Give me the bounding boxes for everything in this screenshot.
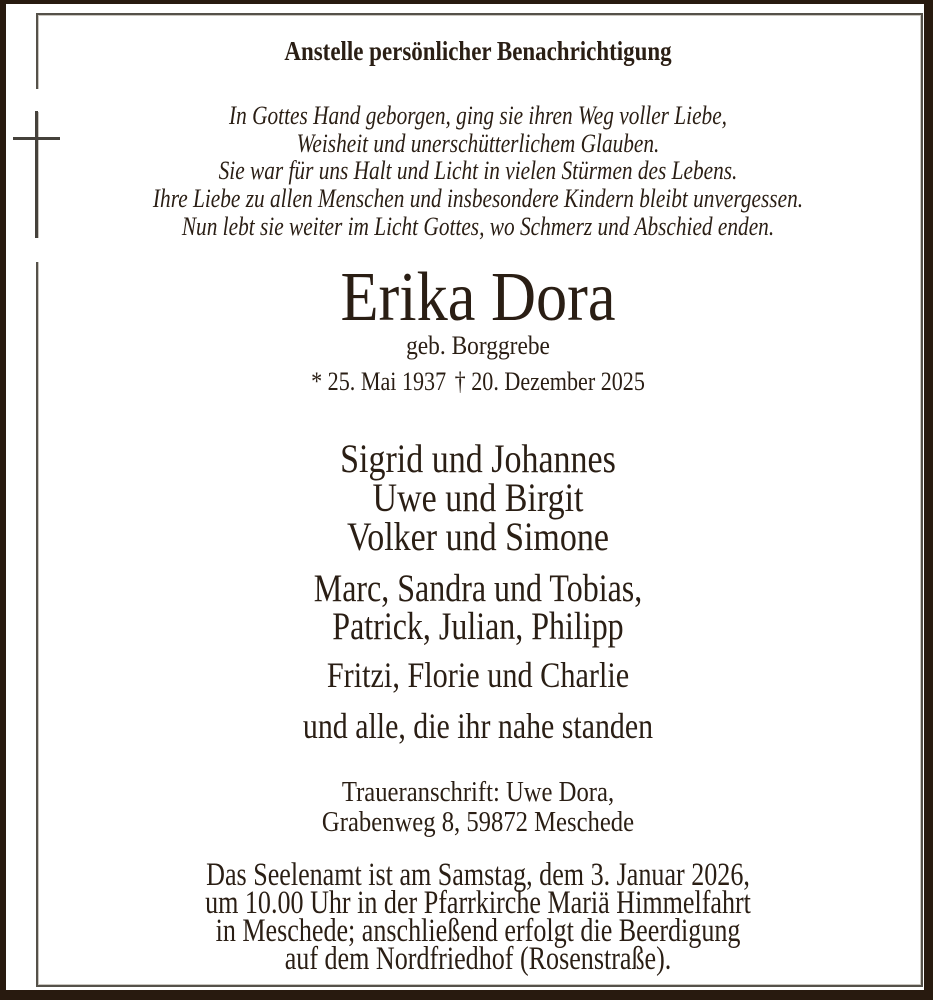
frame-rule-gap-bottom bbox=[33, 238, 42, 262]
birth-date: * 25. Mai 1937 bbox=[311, 367, 447, 396]
mourner-line: Sigrid und Johannes bbox=[340, 436, 616, 481]
mourner-line: Patrick, Julian, Philipp bbox=[332, 605, 624, 648]
funeral-info-line: in Meschede; anschließend erfolgt die Beerdigung bbox=[215, 913, 741, 949]
mourners-group-1 bbox=[103, 436, 853, 559]
mourner-line: Marc, Sandra und Tobias, bbox=[313, 567, 643, 610]
cross-icon bbox=[35, 111, 38, 238]
mourner-line: Volker und Simone bbox=[347, 514, 609, 559]
mourning-address bbox=[103, 777, 853, 837]
verse-line: Ihre Liebe zu allen Menschen und insbesondere Kindern bleibt unvergessen. bbox=[152, 184, 804, 214]
life-dates bbox=[103, 369, 853, 395]
mourners-closing: und alle, die ihr nahe standen bbox=[302, 706, 654, 746]
deceased-name: Erika Dora bbox=[340, 259, 616, 336]
mourner-line: Uwe und Birgit bbox=[372, 475, 584, 520]
funeral-info-line: Das Seelenamt ist am Samstag, dem 3. Januar 2026, bbox=[206, 857, 750, 893]
mourners-group-2 bbox=[116, 567, 839, 648]
memorial-verse bbox=[116, 102, 839, 241]
verse-line: Weisheit und unerschütterlichem Glauben. bbox=[296, 128, 660, 158]
death-date: † 20. Dezember 2025 bbox=[454, 367, 645, 396]
cross-icon bbox=[13, 137, 60, 140]
funeral-info-line: um 10.00 Uhr in der Pfarrkirche Mariä Himmelfahrt bbox=[205, 885, 751, 921]
funeral-info-line: auf dem Nordfriedhof (Rosenstraße). bbox=[284, 941, 672, 977]
mourners-group-3: Fritzi, Florie und Charlie bbox=[326, 655, 630, 695]
verse-line: Nun lebt sie weiter im Licht Gottes, wo Schmerz und Abschied enden. bbox=[181, 211, 775, 241]
verse-line: In Gottes Hand geborgen, ging sie ihren Weg voller Liebe, bbox=[229, 101, 727, 130]
notice-header: Anstelle persönlicher Benachrichtigung bbox=[284, 36, 672, 66]
verse-line: Sie war für uns Halt und Licht in vielen Stürmen des Lebens. bbox=[218, 156, 738, 186]
funeral-info bbox=[130, 857, 827, 977]
maiden-name: geb. Borggrebe bbox=[406, 331, 550, 360]
address-line: Traueranschrift: Uwe Dora, bbox=[341, 776, 615, 808]
address-line: Grabenweg 8, 59872 Meschede bbox=[321, 806, 635, 838]
frame-rule-gap-top bbox=[33, 89, 42, 112]
